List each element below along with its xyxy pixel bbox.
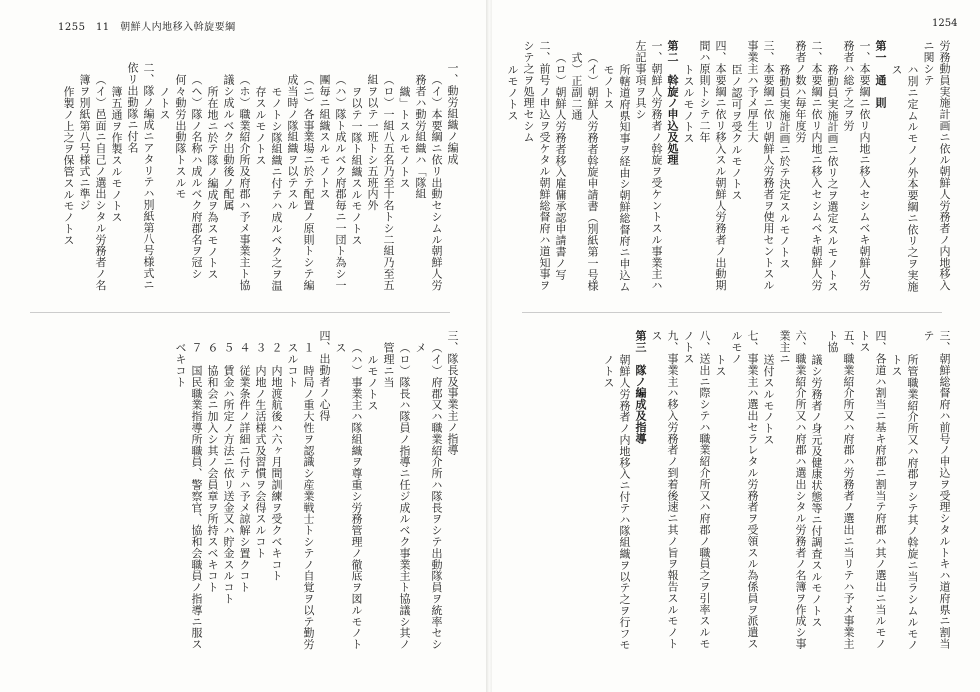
text-line: 四、本要綱ニ依リ移入スル朝鮮人労務者ノ出動期間ハ原則トシテ二年 — [698, 40, 727, 291]
right-page-number: 1254 — [932, 18, 958, 29]
text-line: （ハ）事業主ハ隊組織ヲ尊重シ労務管理ノ徹底ヲ図ルモノトス — [334, 342, 363, 650]
text-line: 送付スルモノトス — [762, 354, 775, 446]
text-line: 労務動員実施計画ニ依ル朝鮮人労務者ノ内地移入ニ関シテ — [922, 40, 951, 291]
text-line: １ 時局ノ重大性ヲ認識シ産業戦士トシテノ自覚ヲ以テ勤労スルコト — [286, 342, 315, 650]
left-page — [0, 0, 488, 692]
text-line: （ロ）一組八五名乃至十名トシ二組乃至五組ヲ以テ一班トシ五班内外 — [366, 74, 395, 291]
text-line: 第二 斡旋ノ申込及処理 — [666, 40, 679, 166]
right-upper-text-block — [506, 40, 952, 300]
text-line: 三、朝鮮総督府ハ前号ノ申込ヲ受理シタルトキハ道府県ニ割当テ — [922, 330, 951, 650]
text-line: モノトシ隊組織ニ付テハ成ルベク之ヲ温存スルモノトス — [254, 86, 283, 292]
text-line: 朝鮮人労務者ノ内地移入ニ付テハ隊組織ヲ以テ之ヲ行フモノトス — [602, 354, 631, 651]
text-line: ２ 内地渡航後ハ六ヶ月間訓練ヲ受クベキコト — [270, 342, 283, 582]
text-line: 所管職業紹介所又ハ府郡ヲシテ其ノ斡旋ニ当ラシムルモノトス — [890, 354, 919, 651]
text-line: （イ）朝鮮人労務者斡旋申請書（別紙第一号様式）正副二通 — [570, 52, 599, 292]
text-line: 五、職業紹介所又ハ府郡ハ労務者ノ選出ニ当リテハ予メ事業主ト協 — [826, 330, 855, 650]
text-line: 第一 通 則 — [874, 40, 887, 109]
right-divider — [522, 312, 942, 313]
text-line: ヲ以テ一隊ト組織スルモノトス — [350, 86, 363, 246]
left-page-header: 1255 11 朝鮮人内地移入斡旋要綱 — [58, 22, 236, 33]
text-line: 七、事業主ハ選出セラレタル労務者ヲ受領スル為係員ヲ派遣スルモノ — [730, 330, 759, 650]
text-line: 六、職業紹介所又ハ府郡ハ選出シタル労務者ノ名簿ヲ作成シ事業主ニ — [778, 330, 807, 650]
text-line: トスルモノトス — [682, 64, 695, 144]
text-line: 臣ノ認可ヲ受クルモノトス — [730, 64, 743, 201]
text-line: 務動員実施計画ニ於テ決定スルモノトス — [778, 64, 791, 270]
text-line: ３ 内地ノ生活様式及習慣ヲ会得スルコト — [254, 342, 267, 559]
left-upper-text-block — [30, 62, 460, 292]
text-line: ４ 従業条件ノ詳細ニ付テハ予メ諒解シ置クコト — [238, 342, 251, 593]
text-line: 所轄道府県知事ヲ経由シ朝鮮総督府ニ申込ムモノトス — [602, 64, 631, 292]
text-line: ノトス — [158, 86, 171, 121]
text-line: ６ 協和会ニ加入シ其ノ会員章ヲ所持スベキコト — [206, 342, 219, 593]
text-line: 一、本要綱ニ依リ内地ニ移入セシムベキ朝鮮人労務者ハ総テ之ヲ労 — [842, 40, 871, 291]
text-line: トス — [714, 354, 727, 377]
left-divider — [30, 312, 450, 313]
text-line: 八、送出ニ際シテハ職業紹介所又ハ府郡ノ職員之ヲ引率スルモノトス — [682, 330, 711, 650]
text-line: 二、本要綱ニ依リ内地ニ移入セシムベキ朝鮮人労務者ノ数ハ毎年度労 — [794, 40, 823, 291]
left-lower-text-block — [30, 330, 460, 660]
text-line: 第三 隊ノ編成及指導 — [634, 330, 647, 444]
text-line: ５ 賃金ハ所定ノ方法ニ依リ送金又ハ貯金スルコト — [222, 342, 235, 605]
text-line: 二、前号ノ申込ヲ受ケタル朝鮮総督府ハ道知事ヲシテ之ヲ処理セシム — [522, 40, 551, 291]
text-line: 四、出動者ノ心得 — [318, 330, 331, 422]
right-lower-text-block — [512, 330, 952, 660]
text-line: （ホ）職業紹介所及府郡ハ予メ事業主ト協議シ成ルベク出動後ノ配属 — [222, 74, 251, 291]
text-line: ハ別ニ定ムルモノノ外本要綱ニ依リ之ヲ実施ス — [890, 64, 919, 292]
text-line: 四、各道ハ割当ニ基キ府郡ニ割当テ府郡ハ其ノ選出ニ当ルモノトス — [858, 330, 887, 650]
text-line: 所在地ニ於テ隊ノ編成ヲ為スモノトス — [206, 86, 219, 280]
text-line: 三、隊長及事業主ノ指導 — [446, 330, 459, 456]
text-line: 二、隊ノ編成ニアタリテハ別紙第八号様式ニ依リ出動隊ニ付名 — [126, 62, 155, 290]
text-line: 一、動労組織ノ編成 — [446, 62, 459, 165]
right-page — [492, 0, 980, 692]
text-line: ルモノトス — [366, 354, 379, 411]
text-line: （イ）本要綱ニ依リ出動セシムル朝鮮人労務者ハ動労組織ハ「隊組 — [414, 74, 443, 291]
text-line: （ヘ）隊ノ名称ハ成ルベク府郡名ヲ冠シ何々動労出動隊トスルモ — [174, 74, 203, 280]
text-line: （ニ）各事業場ニ於テ配置ノ原則トシテ編成当時ノ隊組織ヲ以テスル — [286, 74, 315, 291]
text-line: 簿五通ヲ作製スルモノトス — [110, 86, 123, 223]
text-line: 作製ノ上之ヲ保管スルモノトス — [62, 86, 75, 246]
text-line: （イ）府郡又ハ職業紹介所ハ隊長ヲシテ出動隊員ヲ統率セシメ — [414, 342, 443, 650]
text-line: 一、朝鮮人労務者ノ斡旋ヲ受ケントスル事業主ハ左記事項ヲ具シ — [634, 40, 663, 291]
text-line: （ロ）隊長ハ隊員ノ指導ニ任ジ成ルベク事業主ト協議シ其ノ管理ニ当 — [382, 342, 411, 650]
text-line: 議シ労務者ノ身元及健康状態等ニ付調査スルモノトス — [810, 354, 823, 628]
text-line: 務動員実施計画ニ依リ之ヲ選定スルモノトス — [826, 64, 839, 292]
text-line: （ロ）朝鮮人労務者移入雇傭承認申請書ノ写 — [554, 52, 567, 280]
text-line: （イ）邑面ニ自己ノ選出シタル労務者ノ名簿ヲ別紙第八号様式ニ準ジ — [78, 74, 107, 291]
text-line: ルモノトス — [506, 64, 519, 121]
text-line: 九、事業主ハ移入労務者ノ到着後速ニ其ノ旨ヲ報告スルモノトス — [650, 330, 679, 650]
text-line: 三、本要綱ニ依リ朝鮮人労務者ヲ使用セントスル事業主ハ予メ厚生大 — [746, 40, 775, 291]
text-line: ７ 国民職業指導所職員、警察官、協和会職員ノ指導ニ服スベキコト — [174, 342, 203, 650]
text-line: 織」トスルモノトス — [398, 86, 411, 189]
text-line: （ハ）隊ト成ルベク府郡毎ニ一団ト為シ一團毎ニ組織スルモノトス — [318, 74, 347, 291]
